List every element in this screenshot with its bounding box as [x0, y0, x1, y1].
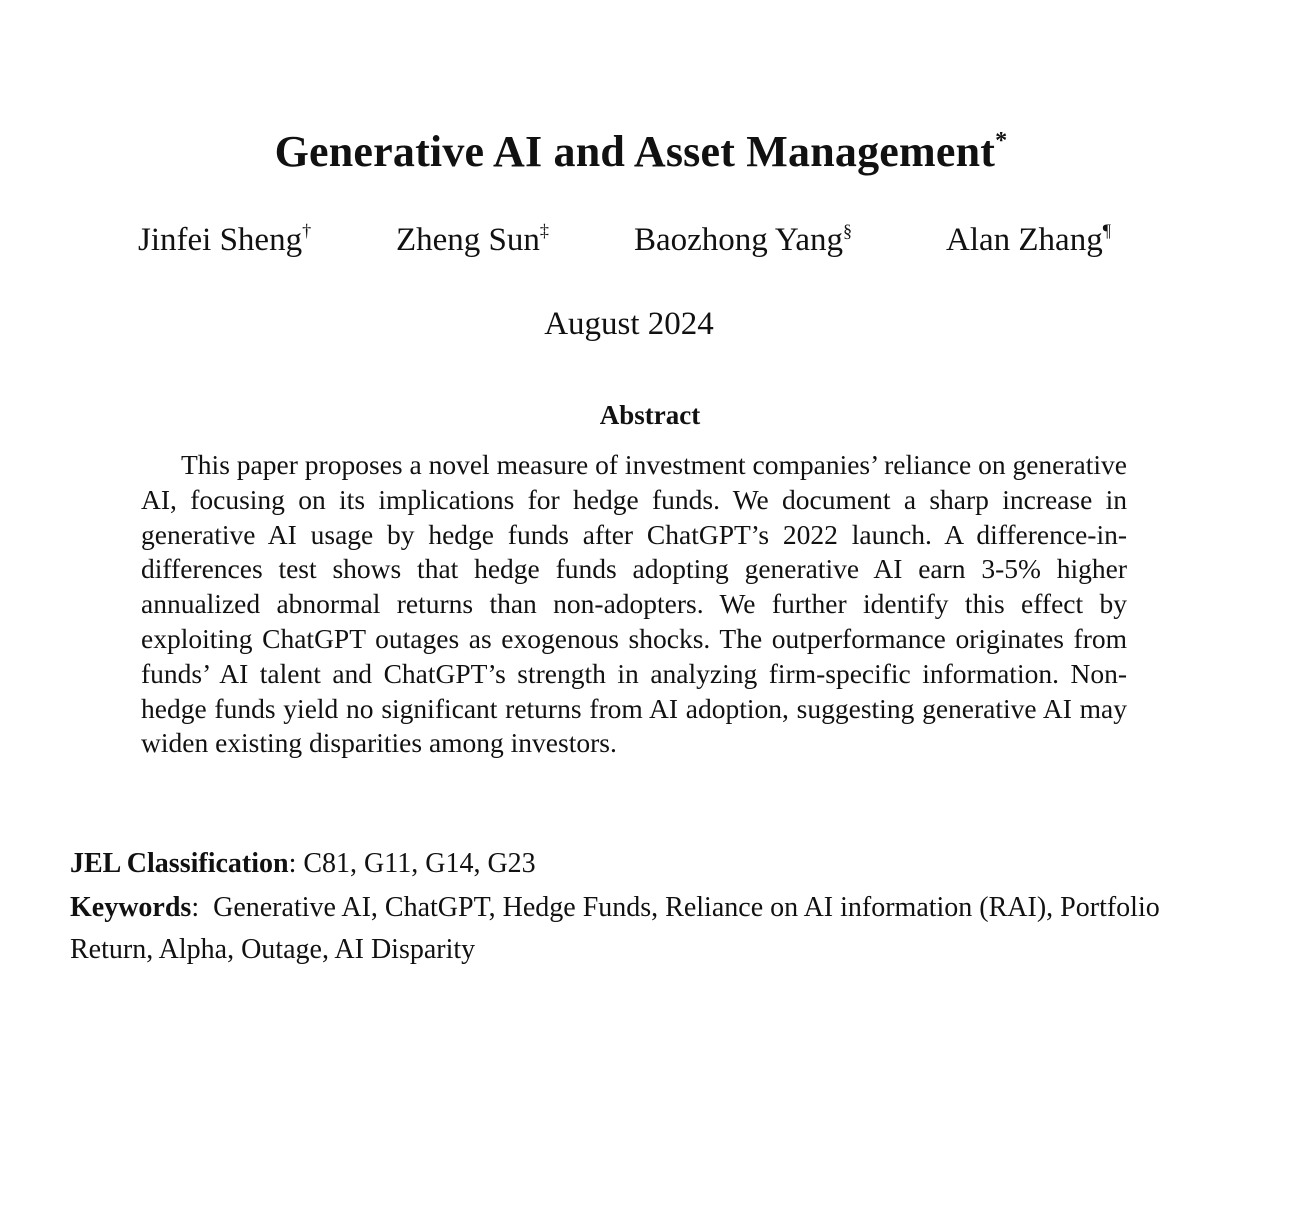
keywords-list: Generative AI, ChatGPT, Hedge Funds, Reliance on AI information (RAI), Portfolio Return, Alpha, Outage, AI Disparity	[70, 892, 1160, 965]
author-footnote-mark: §	[843, 220, 853, 241]
author-name: Zheng Sun	[396, 222, 540, 258]
keywords-separator: :	[191, 892, 214, 923]
keywords-label: Keywords	[70, 892, 192, 923]
abstract-text: This paper proposes a novel measure of investment companies’ reliance on generative AI, focusing on its implications for hedge funds. We document a sharp increase in generative AI usage by hedge funds after ChatGPT’s 2022 launch. A difference-in-differences test shows that hedge funds adopting generative AI earn 3-5% higher annualized abnormal returns than non-adopters. We further identify this effect by exploiting ChatGPT outages as exogenous shocks. The outperformance originates from funds’ AI talent and ChatGPT’s strength in analyzing firm-specific information. Non-hedge funds yield no significant returns from AI adoption, suggesting generative AI may widen existing disparities among investors.	[141, 449, 1127, 759]
author-list	[0, 214, 1292, 266]
author-footnote-mark: †	[302, 220, 312, 241]
author-2	[396, 214, 549, 266]
publication-date: August 2024	[544, 306, 714, 342]
paper-title	[0, 122, 1282, 182]
abstract-heading: Abstract	[599, 400, 701, 430]
title-footnote-mark: *	[995, 126, 1008, 154]
author-name: Baozhong Yang	[634, 222, 844, 258]
author-footnote-mark: ¶	[1102, 220, 1111, 241]
author-3	[634, 214, 852, 266]
author-name: Alan Zhang	[946, 222, 1103, 258]
author-1	[138, 214, 311, 266]
jel-classification	[70, 843, 1230, 885]
author-footnote-mark: ‡	[539, 220, 549, 241]
jel-label: JEL Classification	[70, 848, 289, 879]
keywords	[70, 887, 1230, 971]
paper-title-text: Generative AI and Asset Management	[274, 127, 996, 176]
author-4	[946, 214, 1111, 266]
jel-separator: :	[288, 848, 304, 879]
author-name: Jinfei Sheng	[138, 222, 303, 258]
jel-codes: C81, G11, G14, G23	[303, 848, 536, 879]
